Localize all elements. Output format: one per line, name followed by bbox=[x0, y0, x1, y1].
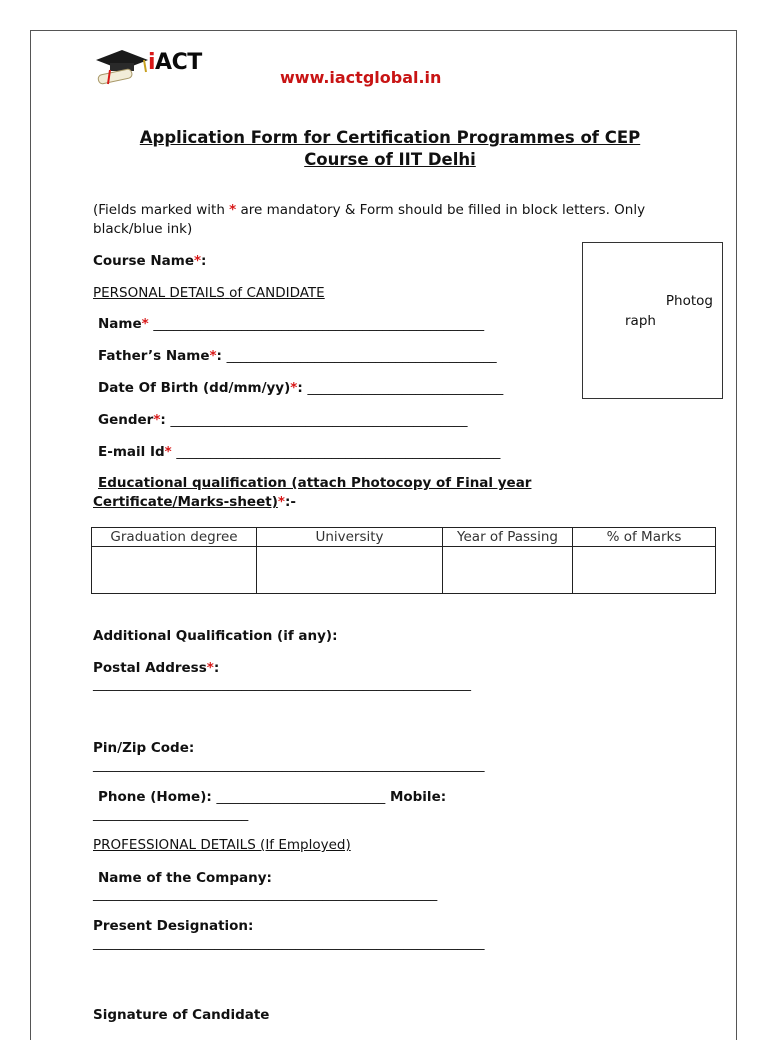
form-title-line1: Application Form for Certification Programmes of CEP bbox=[139, 128, 641, 147]
website-link[interactable]: www.iactglobal.in bbox=[280, 68, 442, 87]
additional-qualification-field[interactable]: Additional Qualification (if any): bbox=[93, 628, 338, 644]
designation-label: Present Designation: bbox=[93, 918, 254, 934]
col-university: University bbox=[257, 528, 443, 547]
table-header-row bbox=[92, 528, 716, 547]
graduation-cap-icon bbox=[92, 48, 152, 88]
dob-field[interactable]: Date Of Birth (dd/mm/yy)*: _____________________________ bbox=[98, 380, 504, 396]
logo-text: iACT bbox=[148, 50, 202, 75]
instructions-line2: black/blue ink) bbox=[93, 221, 193, 237]
col-graduation-degree: Graduation degree bbox=[92, 528, 257, 547]
company-name-line[interactable]: ___________________________________________________ bbox=[93, 886, 438, 902]
postal-address-line[interactable]: ________________________________________________________ bbox=[93, 676, 471, 692]
col-year-of-passing: Year of Passing bbox=[443, 528, 573, 547]
father-name-field[interactable]: Father’s Name*: ________________________________________ bbox=[98, 348, 497, 364]
signature-label: Signature of Candidate bbox=[93, 1007, 270, 1023]
postal-address-label: Postal Address*: bbox=[93, 660, 220, 676]
name-field[interactable]: Name* _________________________________________________ bbox=[98, 316, 485, 332]
cell-year-of-passing[interactable] bbox=[443, 547, 573, 594]
mobile-line[interactable]: _______________________ bbox=[93, 806, 249, 822]
photograph-label: Photog raph bbox=[625, 293, 713, 329]
cell-graduation-degree[interactable] bbox=[92, 547, 257, 594]
education-heading-line2: Certificate/Marks-sheet)*:- bbox=[93, 494, 296, 510]
photograph-box bbox=[582, 242, 723, 399]
gender-field[interactable]: Gender*: ____________________________________________ bbox=[98, 412, 468, 428]
professional-details-heading: PROFESSIONAL DETAILS (If Employed) bbox=[93, 837, 351, 853]
designation-line[interactable]: __________________________________________________________ bbox=[93, 935, 485, 951]
pin-code-line[interactable]: __________________________________________________________ bbox=[93, 757, 485, 773]
form-title-line2: Course of IIT Delhi bbox=[304, 150, 476, 169]
iact-logo bbox=[92, 48, 212, 88]
instructions-line1: (Fields marked with * are mandatory & Form should be filled in block letters. Only bbox=[93, 202, 646, 218]
personal-details-heading: PERSONAL DETAILS of CANDIDATE bbox=[93, 285, 325, 301]
phone-field[interactable]: Phone (Home): _________________________ Mobile: bbox=[98, 789, 447, 805]
qualification-table bbox=[91, 527, 716, 594]
company-name-label: Name of the Company: bbox=[98, 870, 272, 886]
col-percent-marks: % of Marks bbox=[573, 528, 716, 547]
cell-university[interactable] bbox=[257, 547, 443, 594]
pin-code-label: Pin/Zip Code: bbox=[93, 740, 195, 756]
table-row bbox=[92, 547, 716, 594]
email-field[interactable]: E-mail Id* ________________________________________________ bbox=[98, 444, 501, 460]
course-name-field[interactable]: Course Name*: bbox=[93, 253, 207, 269]
cell-percent-marks[interactable] bbox=[573, 547, 716, 594]
education-heading-line1: Educational qualification (attach Photocopy of Final year bbox=[98, 475, 532, 491]
